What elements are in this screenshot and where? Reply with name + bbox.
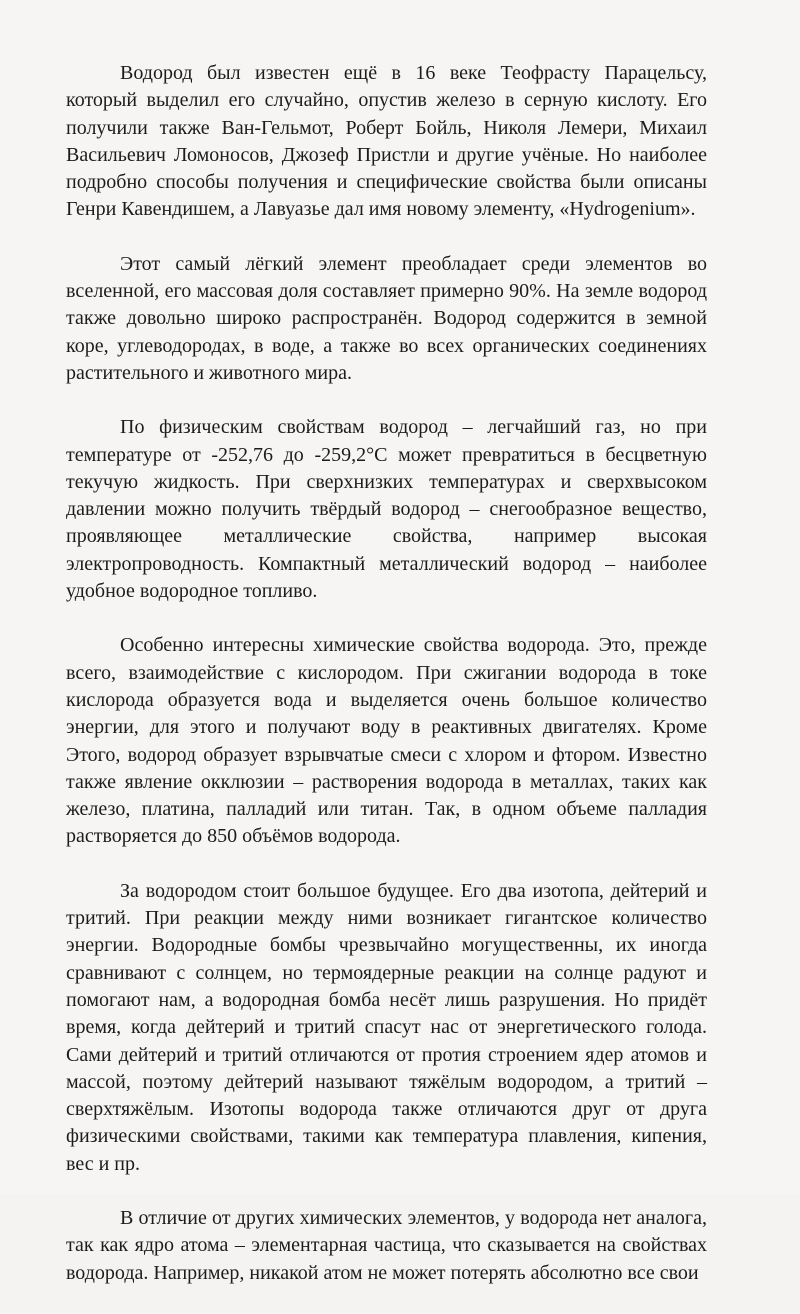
paragraph-discovery: Водород был известен ещё в 16 веке Теофрасту Парацельсу, который выделил его случайно, опустив железо в серную кислоту. Его получили также Ван-Гельмот, Роберт Бойль, Николя Лемери, Михаил Васильевич Ломоносов, Джозеф Пристли и другие учёные. Но наиболее подробно способы получения и специфические свойства были описаны Генри Кавендишем, а Лавуазье дал имя новому элементу, «Hydrogenium».	[66, 62, 707, 221]
document-body	[66, 60, 707, 1314]
paragraph-isotopes: За водородом стоит большое будущее. Его два изотопа, дейтерий и тритий. При реакции между ними возникает гигантское количество энергии. Водородные бомбы чрезвычайно могущественны, их иногда сравнивают с солнцем, но термоядерные реакции на солнце радуют и помогают нам, а водородная бомба несёт лишь разрушения. Но придёт время, когда дейтерий и тритий спасут нас от энергетического голода. Сами дейтерий и тритий отличаются от протия строением ядер атомов и массой, поэтому дейтерий называют тяжёлым водородом, а тритий – сверхтяжёлым. Изотопы водорода также отличаются друг от друга физическими свойствами, такими как температура плавления, кипения, вес и пр.	[66, 879, 707, 1175]
paragraph-chemical-properties: Особенно интересны химические свойства водорода. Это, прежде всего, взаимодействие с кислородом. При сжигании водорода в токе кислорода образуется вода и выделяется очень большое количество энергии, для этого и получают воду в реактивных двигателях. Кроме Этого, водород образует взрывчатые смеси с хлором и фтором. Известно также явление окклюзии – растворения водорода в металлах, таких как железо, платина, палладий или титан. Так, в одном объеме палладия растворяется до 850 объёмов водорода.	[66, 634, 707, 848]
paragraph-abundance: Этот самый лёгкий элемент преобладает среди элементов во вселенной, его массовая доля составляет примерно 90%. На земле водород также довольно широко распространён. Водород содержится в земной коре, углеводородах, в воде, а также во всех органических соединениях растительного и животного мира.	[66, 252, 707, 384]
paragraph-uniqueness: В отличие от других химических элементов, у водорода нет аналога, так как ядро атома – элементарная частица, что сказывается на свойствах водорода. Например, никакой атом не может потерять абсолютно все свои	[66, 1206, 707, 1284]
paragraph-physical-properties: По физическим свойствам водород – легчайший газ, но при температуре от -252,76 до -259,2°С может превратиться в бесцветную текучую жидкость. При сверхнизких температурах и сверхвысоком давлении можно получить твёрдый водород – снегообразное вещество, проявляющее металлические свойства, например высокая электропроводность. Компактный металлический водород – наиболее удобное водородное топливо.	[66, 416, 707, 603]
